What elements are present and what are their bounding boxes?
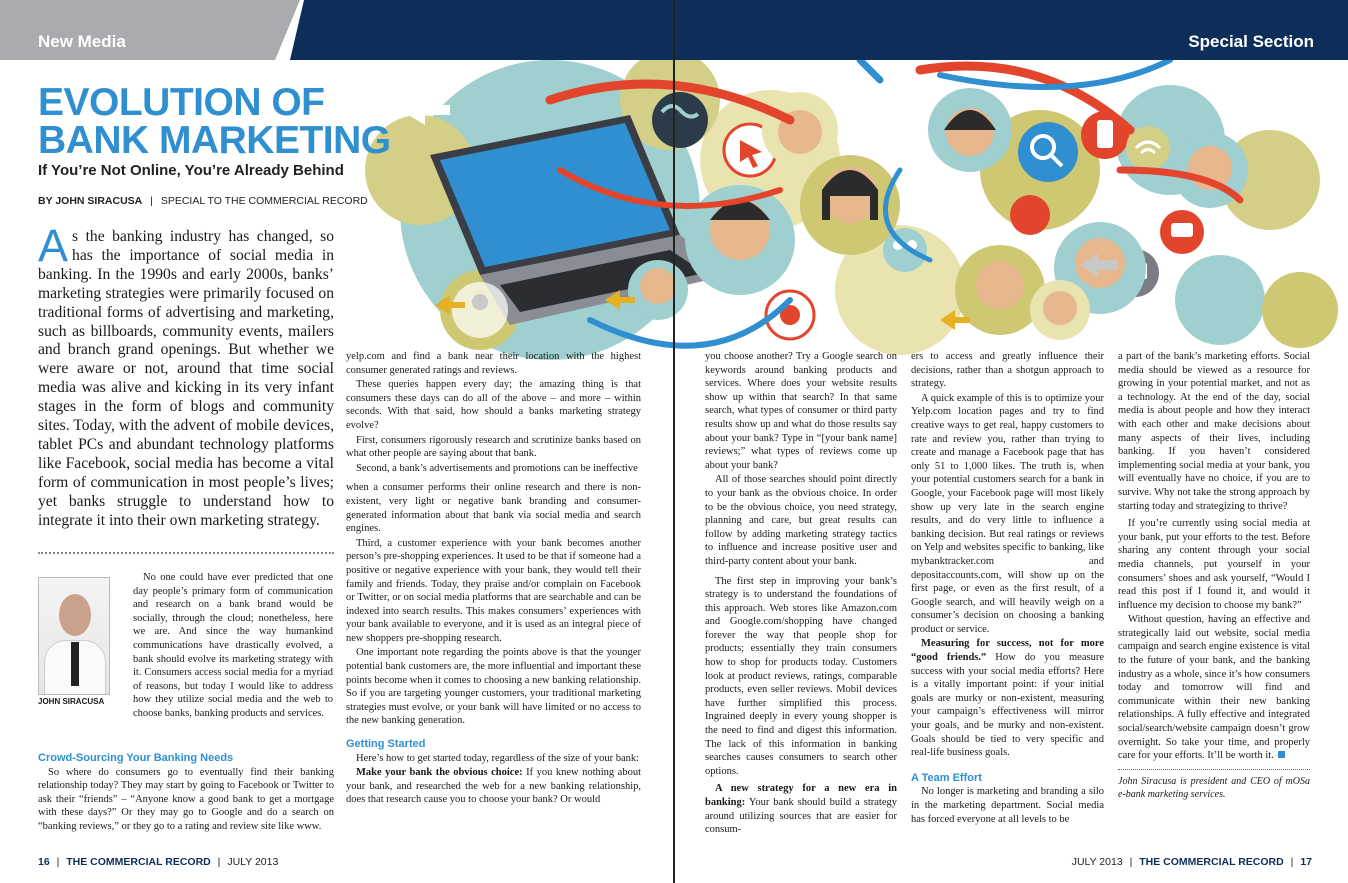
end-mark-icon	[1278, 751, 1285, 758]
bio-text: No one could have ever predicted that one day people’s primary form of communication and research on a bank brand would be socially, through the cloud; nonetheless, here we are. And since the way humankind communications have drastically evolved, a bank should evolve its marketing strategy with it. Consumers access social media for a myriad of reasons, but today I would like to address how they utilize social media and the web to choose banks, banking products and services.	[133, 572, 333, 719]
column-5	[1118, 350, 1310, 801]
publication-name-right: THE COMMERCIAL RECORD	[1139, 856, 1284, 868]
illustration	[340, 60, 1348, 365]
photo-caption: JOHN SIRACUSA	[38, 697, 105, 706]
section-label-left: New Media	[38, 32, 126, 51]
byline-source: SPECIAL TO THE COMMERCIAL RECORD	[160, 195, 368, 207]
body-text: Your bank should build a strategy around utilizing sources that are easier for consum-	[705, 797, 897, 836]
title-line-1: EVOLUTION OF	[38, 81, 325, 124]
article-title	[38, 81, 391, 162]
body-paragraph: Third, a customer experience with your bank becomes another person’s pre-shopping experiences. It used to be that if someone had a positive or negative experience with your bank, they would tell their family and friends. Today, they praise and/or complain on Facebook or Twitter, or on social media platforms that are searchable and can be indexed into search results. This makes consumers’ experiences with your bank available to everyone, and it is used as an integral piece of new shoppers pre-shopping research.	[346, 537, 641, 644]
footer-separator: |	[1290, 856, 1294, 868]
body-paragraph: All of those searches should point directly to your bank as the obvious choice. In order to be the obvious choice, you need strategy, planning and care, but great results can follow by adding marketing strategy tactics to influence and increase positive user and third-party content about your bank.	[705, 474, 897, 567]
byline-separator: |	[150, 195, 153, 207]
byline	[38, 195, 368, 207]
page-number-right: 17	[1300, 856, 1312, 868]
body-paragraph: ers to access and greatly influence their decisions, rather than a shotgun approach to strategy.	[911, 351, 1104, 390]
chat-icon	[1160, 210, 1204, 254]
issue-date-right: JULY 2013	[1071, 856, 1123, 868]
lead-in-bold: Make your bank the obvious choice:	[356, 767, 523, 779]
footer-left	[38, 856, 278, 868]
body-paragraph: you choose another? Try a Google search on keywords around banking products and services. Where does your website results show up within that search? In that same search, what types of consumer or third party results show up and what do those results say about your bank? Type in “[your bank name] reviews;” what types of reviews come up about your bank?	[705, 351, 897, 471]
section-heading-team-effort: A Team Effort	[911, 771, 982, 784]
intro-paragraph	[38, 220, 334, 531]
lead-in-bold: A new strategy for a new era in banking:	[705, 783, 897, 808]
column-2	[346, 350, 641, 807]
body-text: Without question, having an effective and strategically laid out website, social media campaign and search engine existence is vital to the future of your bank, and the banking industry as a whole, since it’s how consumers today and tomorrow will find and communicate within their new banking relationships. A fully effective and integrated social/search/website campaign doesn’t grow overnight. So take your time, and properly care for your efforts. It’ll be worth it.	[1118, 614, 1310, 762]
globe-icon	[652, 92, 708, 148]
author-photo	[38, 577, 110, 695]
author-note-block	[1118, 769, 1310, 801]
column-1-bottom	[38, 752, 334, 834]
body-paragraph: These queries happen every day; the amazing thing is that consumers these days can do all of the above – and more – within seconds. With that said, how should a banks marketing strategy evolve?	[346, 379, 641, 431]
body-paragraph	[705, 782, 897, 836]
section-label-right: Special Section	[1188, 32, 1314, 51]
body-paragraph: One important note regarding the points above is that the younger potential bank customers are, the more influential and important these points become when it comes to choosing a new banking relationship. So if you are targeting younger customers, your traditional marketing strategies must evolve, or your bank will have limited or no access to the new banking generation.	[346, 647, 641, 727]
section-heading-getting-started: Getting Started	[346, 738, 426, 751]
page-number-left: 16	[38, 856, 50, 868]
publication-name-left: THE COMMERCIAL RECORD	[66, 856, 211, 868]
body-paragraph: A quick example of this is to optimize your Yelp.com location pages and try to find creative ways to get real, happy customers to rate and review you, rather than trying to create and manage a Facebook page that has only 51 to 1,000 likes. The truth is, when your potential customers search for a bank in Google, your Facebook page will most likely show up very late in the search engine results, and do very little to influence a banking decision. But real ratings or reviews on Yelp and websites specific to banking, like mybanktracker.com and depositaccounts.com, will show up on the first page, or even as the first result, of a Google search, and will heavily weigh on a consumer’s decision on choosing a banking product or service.	[911, 392, 1104, 635]
author-bio	[133, 571, 333, 721]
body-paragraph: First, consumers rigorously research and scrutinize banks based on what other people are saying about that bank.	[346, 434, 641, 460]
body-paragraph	[1118, 613, 1310, 763]
body-text: If you knew nothing about your bank, and researched the web for a new banking relationship, does that research cause you to choose your bank? Or would	[346, 767, 641, 806]
body-paragraph: a part of the bank’s marketing efforts. Social media should be viewed as a resource for growing in your potential market, and not as a technology. At the end of the day, social media is about people and how they interact with each other and make decisions about many aspects of their lives, including banking. If you haven’t considered implementing social media at your bank, you will eventually have no choice, if you are to survive. Why not take the strong approach by starting today and strategizing to thrive?	[1118, 351, 1310, 512]
byline-author: BY JOHN SIRACUSA	[38, 195, 143, 207]
body-paragraph: yelp.com and find a bank near their location with the highest consumer generated ratings and reviews.	[346, 351, 641, 376]
footer-right	[1072, 856, 1312, 868]
body-paragraph: Here’s how to get started today, regardless of the size of your bank:	[356, 752, 640, 764]
footer-separator: |	[1129, 856, 1133, 868]
body-paragraph: No longer is marketing and branding a silo in the marketing department. Social media has forced everyone at all levels to be	[911, 786, 1104, 825]
magnifier-icon	[1018, 122, 1078, 182]
article-subtitle: If You’re Not Online, You’re Already Behind	[38, 162, 344, 179]
author-note: John Siracusa is president and CEO of mOSa e-bank marketing services.	[1118, 775, 1310, 800]
footer-separator: |	[217, 856, 221, 868]
issue-date-left: JULY 2013	[227, 856, 279, 868]
column-3	[705, 350, 897, 837]
body-paragraph: The first step in improving your bank’s strategy is to understand the foundations of this approach. Web stores like Amazon.com and Google.com/shopping have changed forever the way that people shop for products; essentially they train consumers how to shop for products today. Customers look at product reviews, ratings, comparable products, even seller reviews. Mobil devices have further simplified this process. Ingrained deeply in every young shopper is the need to find and digest this information. The lack of this information in banking searches causes consumers to search other options.	[705, 575, 897, 777]
body-paragraph	[346, 766, 641, 807]
page-spine	[673, 0, 675, 883]
user-icon	[452, 282, 508, 338]
body-paragraph	[911, 637, 1104, 759]
dotted-divider	[38, 552, 334, 554]
title-line-2: BANK MARKETING	[38, 119, 391, 162]
footer-separator: |	[56, 856, 60, 868]
section-heading-crowd-sourcing: Crowd-Sourcing Your Banking Needs	[38, 752, 234, 764]
header-bar-left	[290, 0, 674, 60]
drop-cap: A	[38, 220, 69, 271]
intro-text: s the banking industry has changed, so has the importance of social media in banking. In the 1990s and early 2000s, banks’ marketing strategies were primarily focused on traditional forms of advertising and marketing, such as billboards, community events, mailers and branch grand openings. But whether we were aware or not, around that time social media was alive and kicking in its very infant stages in the form of blogs and community sites. Today, with the advent of mobile devices, tablet PCs and abundant technology platforms like Facebook, social media has become a vital form of communication in most people’s lives; yet banks struggle to understand how to integrate it into their own marketing strategy.	[38, 228, 334, 529]
body-paragraph: If you’re currently using social media at your bank, put your efforts to the test. Before sharing any content through your social media channels, put yourself in your consumers’ shoes and ask yourself, “Would I read this post if I found it, and would it influence my decision to choose my bank?”	[1118, 518, 1310, 611]
body-paragraph: So where do consumers go to eventually find their banking relationship today? They may start by going to Facebook or Twitter to ask their “friends” – “Anyone know a good bank to get a mortgage with these days?” Or they may go to Google and do a search on “banking reviews,” or they go to a rating and review site like www.	[38, 766, 334, 832]
column-4	[911, 350, 1104, 826]
lead-in-bold: Measuring for success, not for more “good friends.”	[911, 638, 1104, 664]
body-paragraph: when a consumer performs their online research and there is non-existent, very light or negative bank branding and consumer-generated information about that bank via social media and search engines.	[346, 482, 641, 535]
body-text: How do you measure success with your social media efforts? Here is a vitally important point: if your initial goals are murky or non-existent, measuring your campaign’s effectiveness will mirror your goals, and be murky and non-existent. Goals should be tied to very specific and real-life business goals.	[911, 652, 1104, 759]
body-paragraph: Second, a bank’s advertisements and promotions can be ineffective	[356, 462, 638, 474]
